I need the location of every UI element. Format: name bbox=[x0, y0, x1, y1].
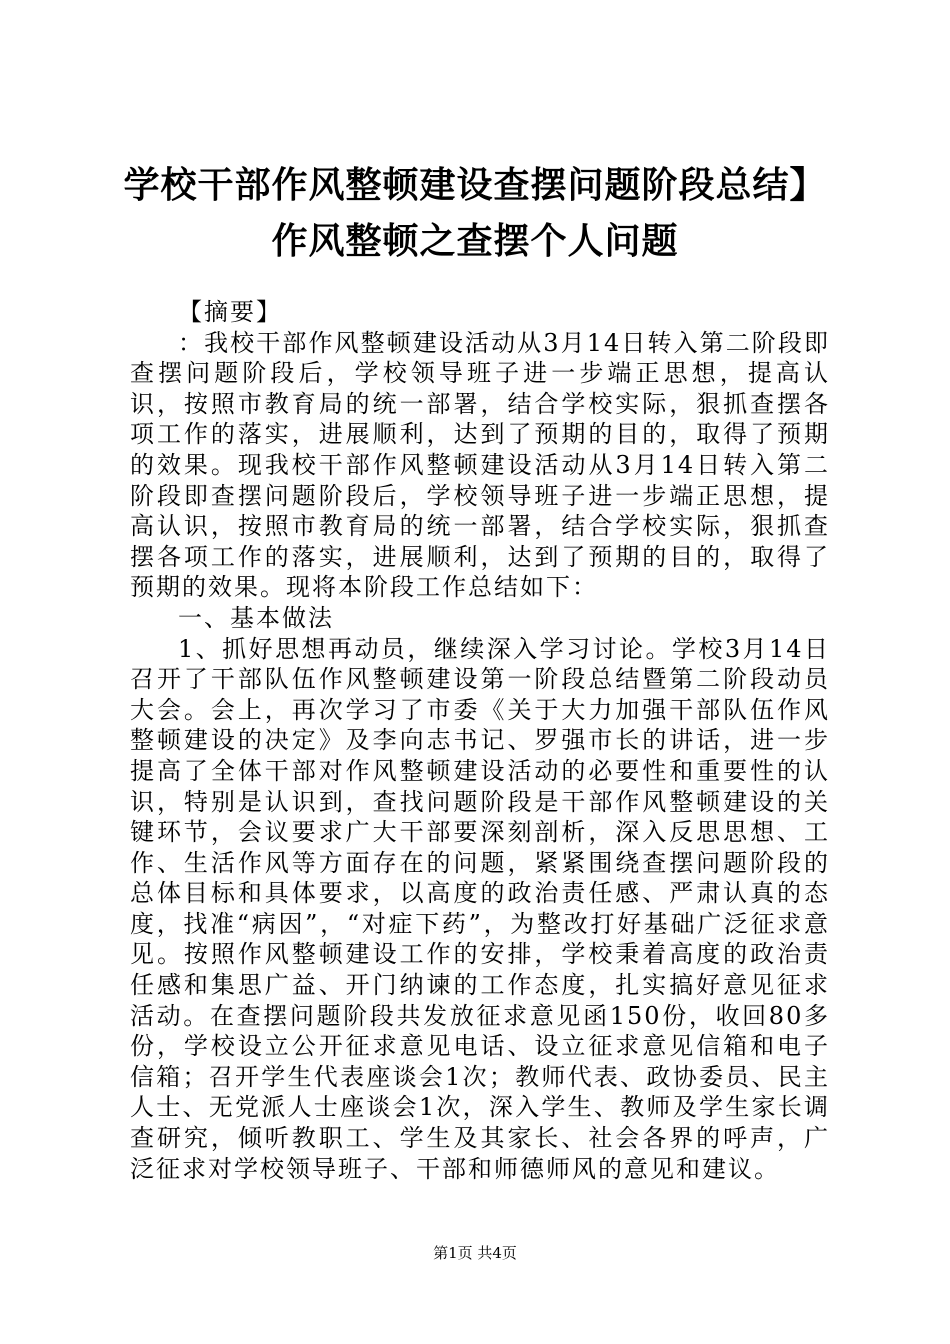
page-indicator: 第1页 共4页 bbox=[433, 1244, 517, 1262]
section-heading: 一、基本做法 bbox=[178, 603, 334, 632]
document-body bbox=[130, 297, 830, 1184]
body-paragraph: 1、抓好思想再动员，继续深入学习讨论。学校3月14日召开了干部队伍作风整顿建设第一阶段总结暨第二阶段动员大会。会上，再次学习了市委《关于大力加强干部队伍作风整顿建设的决定》及李向志书记、罗强市长的讲话，进一步提高了全体干部对作风整顿建设活动的必要性和重要性的认识，特别是认识到，查找问题阶段是干部作风整顿建设的关键环节，会议要求广大干部要深刻剖析，深入反思思想、工作、生活作风等方面存在的问题，紧紧围绕查摆问题阶段的总体目标和具体要求，以高度的政治责任感、严肃认真的态度，找准“病因”，“对症下药”，为整改打好基础广泛征求意见。按照作风整顿建设工作的安排，学校秉着高度的政治责任感和集思广益、开门纳谏的工作态度，扎实搞好意见征求活动。在查摆问题阶段共发放征求意见函150份，收回80多份，学校设立公开征求意见电话、设立征求意见信箱和电子信箱；召开学生代表座谈会1次；教师代表、政协委员、民主人士、无党派人士座谈会1次，深入学生、教师及学生家长调查研究，倾听教职工、学生及其家长、社会各界的呼声，广泛征求对学校领导班子、干部和师德师风的意见和建议。 bbox=[130, 634, 830, 1183]
abstract-label: 【摘要】 bbox=[178, 298, 282, 326]
abstract-paragraph: ：我校干部作风整顿建设活动从3月14日转入第二阶段即查摆问题阶段后，学校领导班子进一步端正思想，提高认识，按照市教育局的统一部署，结合学校实际，狠抓查摆各项工作的落实，进展顺利，达到了预期的目的，取得了预期的效果。现我校干部作风整顿建设活动从3月14日转入第二阶段即查摆问题阶段后，学校领导班子进一步端正思想，提高认识，按照市教育局的统一部署，结合学校实际，狠抓查摆各项工作的落实，进展顺利，达到了预期的目的，取得了预期的效果。现将本阶段工作总结如下： bbox=[130, 328, 830, 602]
document-title: 学校干部作风整顿建设查摆问题阶段总结】作风整顿之查摆个人问题 bbox=[123, 165, 827, 262]
